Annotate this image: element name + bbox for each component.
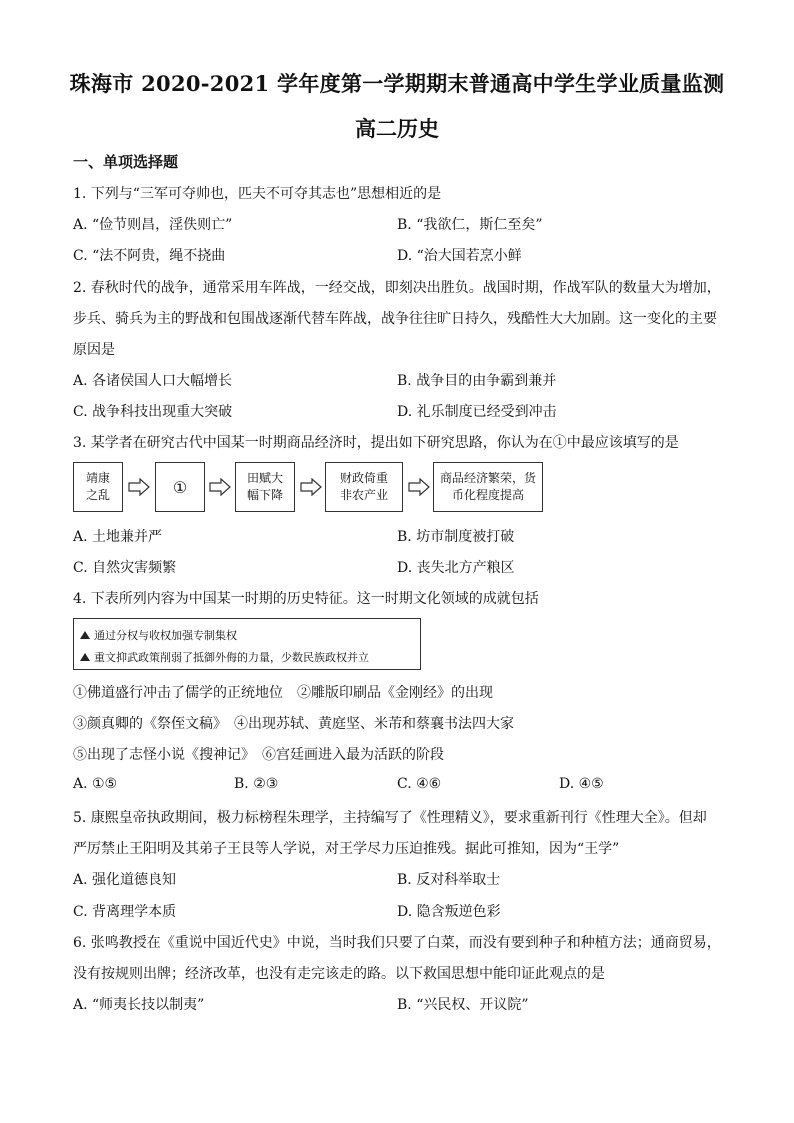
question-2-stem-line-2: 步兵、骑兵为主的野战和包围战逐渐代替车阵战，战争往往旷日持久，残酷性大大加剧。这一变化的主要 [73, 311, 717, 327]
flow-box-blank: ① [155, 462, 205, 512]
question-5-option-c: C. 背离理学本质 [73, 904, 177, 920]
arrow-right-icon [128, 478, 150, 496]
arrow-right-icon [209, 478, 231, 496]
question-2-option-c: C. 战争科技出现重大突破 [73, 404, 233, 420]
question-4-option-c: C. ④⑥ [397, 776, 442, 792]
arrow-right-icon [408, 478, 430, 496]
question-2-stem-line-3: 原因是 [73, 342, 115, 358]
question-1-option-d: D. “治大国若烹小鲜 [397, 248, 522, 264]
table-row: 通过分权与收权加强专制集权 [80, 627, 237, 643]
question-6-stem-line-2: 没有按规则出牌；经济改革，也没有走完该走的路。以下救国思想中能印证此观点的是 [73, 966, 605, 982]
question-5-option-d: D. 隐含叛逆色彩 [397, 904, 501, 920]
question-6-option-a: A. “师夷长技以制夷” [73, 997, 205, 1013]
question-2-stem-line-1: 2. 春秋时代的战争，通常采用车阵战，一经交战，即刻决出胜负。战国时期，作战军队的数量大为增加， [73, 280, 721, 296]
question-4-items-line-1: ①佛道盛行冲击了儒学的正统地位 ②雕版印刷品《金刚经》的出现 [73, 685, 493, 701]
question-3-stem: 3. 某学者在研究古代中国某一时期商品经济时，提出如下研究思路，你认为在①中最应该填写的是 [73, 435, 679, 451]
question-3-option-c: C. 自然灾害频繁 [73, 560, 177, 576]
history-features-table [73, 618, 421, 670]
triangle-bullet-icon [80, 631, 90, 639]
question-5-stem-line-1: 5. 康熙皇帝执政期间，极力标榜程朱理学，主持编写了《性理精义》，要求重新刊行《性理大全》。但却 [73, 810, 707, 826]
question-5-option-a: A. 强化道德良知 [73, 872, 177, 888]
question-5-stem-line-2: 严厉禁止王阳明及其弟子王艮等人学说，对王学尽力压迫推残。据此可推知，因为“王学” [73, 841, 620, 857]
exam-subtitle: 高二历史 [355, 116, 439, 141]
question-2-option-b: B. 战争目的由争霸到兼并 [397, 373, 557, 389]
question-4-items-line-3: ⑤出现了志怪小说《搜神记》 ⑥宫廷画进入最为活跃的阶段 [73, 747, 444, 763]
table-row: 重文抑武政策削弱了抵御外侮的力量，少数民族政权并立 [80, 649, 369, 665]
arrow-right-icon [300, 478, 322, 496]
question-5-option-b: B. 反对科举取士 [397, 872, 501, 888]
flow-box-commerce: 商品经济繁荣，货 币化程度提高 [433, 462, 543, 512]
question-2-option-a: A. 各诸侯国人口大幅增长 [73, 373, 233, 389]
question-1-option-b: B. “我欲仁，斯仁至矣” [397, 217, 543, 233]
question-3-option-b: B. 坊市制度被打破 [397, 529, 515, 545]
question-1-option-a: A. “俭节则昌，淫佚则亡” [73, 217, 233, 233]
question-1-stem: 1. 下列与“三军可夺帅也，匹夫不可夺其志也”思想相近的是 [73, 186, 442, 202]
research-flowchart [73, 462, 573, 516]
question-4-option-b: B. ②③ [234, 776, 279, 792]
section-heading: 一、单项选择题 [73, 153, 179, 171]
question-6-stem-line-1: 6. 张鸣教授在《重说中国近代史》中说，当时我们只要了白菜，而没有要到种子和种植方法；通商贸易， [73, 935, 721, 951]
question-6-option-b: B. “兴民权、开议院” [397, 997, 529, 1013]
question-1-option-c: C. “法不阿贵，绳不挠曲 [73, 248, 226, 264]
question-4-option-a: A. ①⑤ [73, 776, 118, 792]
flow-box-tax-decline: 田赋大 幅下降 [235, 462, 295, 512]
question-4-items-line-2: ③颜真卿的《祭侄文稿》 ④出现苏轼、黄庭坚、米芾和蔡襄书法四大家 [73, 716, 514, 732]
question-3-option-a: A. 土地兼并严 [73, 529, 163, 545]
flow-box-jingkang: 靖康 之乱 [73, 462, 123, 512]
question-4-option-d: D. ④⑤ [559, 776, 604, 792]
question-2-option-d: D. 礼乐制度已经受到冲击 [397, 404, 557, 420]
triangle-bullet-icon [80, 653, 90, 661]
question-4-stem: 4. 下表所列内容为中国某一时期的历史特征。这一时期文化领域的成就包括 [73, 591, 539, 607]
question-3-option-d: D. 丧失北方产粮区 [397, 560, 515, 576]
exam-title: 珠海市 2020-2021 学年度第一学期期末普通高中学生学业质量监测 [69, 71, 725, 96]
flow-box-finance: 财政倚重 非农产业 [325, 462, 403, 512]
